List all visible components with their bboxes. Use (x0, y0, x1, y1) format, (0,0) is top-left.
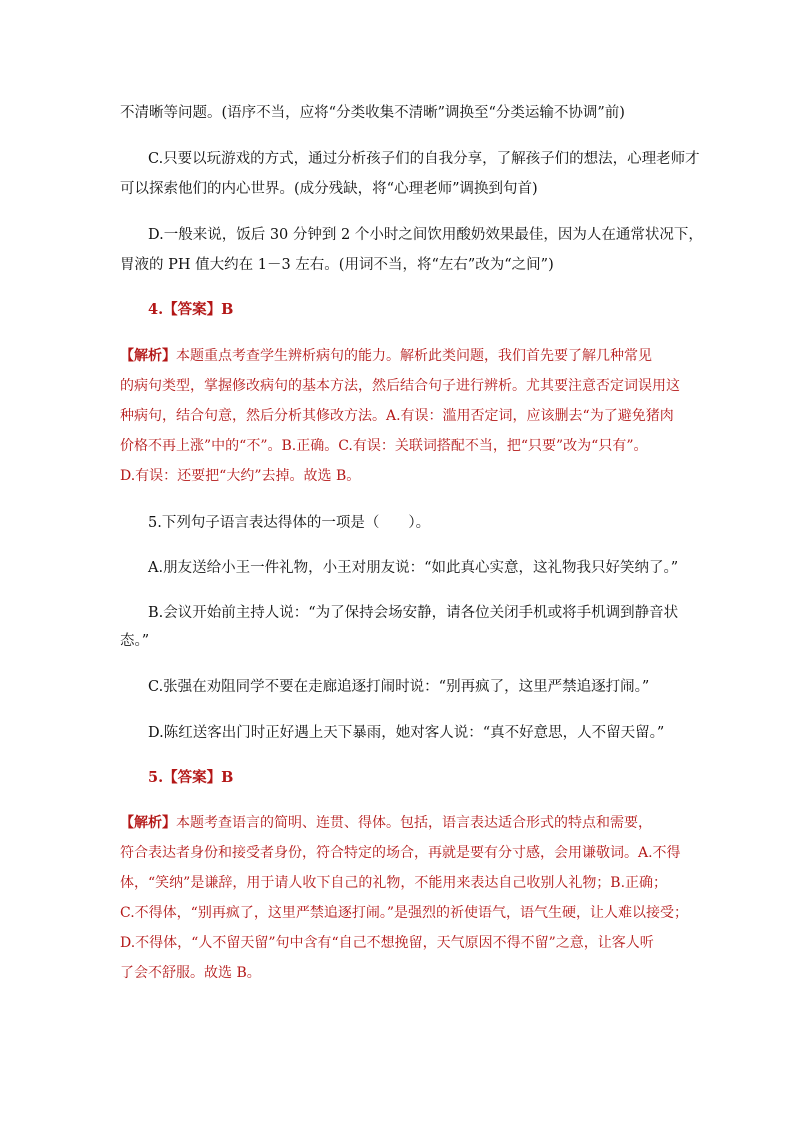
q5-answer: 5.【答案】B (148, 769, 234, 786)
q5-option-a (148, 553, 680, 583)
q4-answer: 4.【答案】B (148, 301, 234, 318)
analysis-line-1 (120, 808, 678, 838)
q3-option-c-cont (120, 174, 680, 204)
text-line: C.只要以玩游戏的方式，通过分析孩子们的自我分享，了解孩子们的想法，心理老师才 (148, 151, 700, 167)
analysis-line: 种病句，结合句意，然后分析其修改方法。A.有误：滥用否定词，应该删去“为了避免猪肉 (120, 408, 674, 424)
analysis-line: 的病句类型，掌握修改病句的基本方法，然后结合句子进行辨析。尤其要注意否定词误用这 (120, 378, 680, 394)
text-line: 可以探索他们的内心世界。(成分残缺，将“心理老师”调换到句首) (120, 181, 538, 197)
q3-option-d (148, 220, 703, 250)
analysis-line: D.不得体，“人不留天留”句中含有“自己不想挽留，天气原因不得不留”之意，让客人听 (120, 935, 654, 951)
q5-option-b-cont (120, 626, 680, 656)
analysis-line: 符合表达者身份和接受者身份，符合特定的场合，再就是要有分寸感，会用谦敬词。A.不得 (120, 845, 681, 861)
text-line: 态。” (120, 633, 150, 649)
q3-option-c (148, 144, 700, 174)
text-line: 不清晰等问题。(语序不当，应将“分类收集不清晰”调换至“分类运输不协调”前) (120, 105, 625, 121)
analysis-line: D.有误：还要把“大约”去掉。故选 B。 (120, 468, 361, 484)
analysis-line: 价格不再上涨”中的“不”。B.正确。C.有误：关联词搭配不当，把“只要”改为“只有”。 (120, 438, 648, 454)
q5-stem (148, 508, 680, 538)
q4-analysis (120, 341, 678, 491)
analysis-line: 了会不舒服。故选 B。 (120, 965, 261, 981)
q5-option-b (148, 598, 680, 628)
text-line: 5.下列句子语言表达得体的一项是（ ）。 (148, 515, 431, 531)
text-line: D.一般来说，饭后 30 分钟到 2 个小时之间饮用酸奶效果最佳，因为人在通常状况下， (148, 227, 703, 243)
analysis-label: 【解析】 (120, 348, 176, 364)
q5-option-d (148, 718, 680, 748)
q5-analysis (120, 808, 688, 988)
text-line: 胃液的 PH 值大约在 1－3 左右。(用词不当，将“左右”改为“之间”) (120, 257, 554, 273)
q3-option-b-tail (120, 98, 680, 128)
q5-option-c (148, 672, 680, 702)
text-line: D.陈红送客出门时正好遇上天下暴雨，她对客人说：“真不好意思，人不留天留。” (148, 725, 665, 741)
analysis-text: 本题重点考查学生辨析病句的能力。解析此类问题，我们首先要了解几种常见 (176, 348, 652, 364)
analysis-text: 本题考查语言的简明、连贯、得体。包括，语言表达适合形式的特点和需要， (176, 815, 652, 831)
q3-option-d-cont (120, 250, 680, 280)
analysis-label: 【解析】 (120, 815, 176, 831)
text-line: C.张强在劝阻同学不要在走廊追逐打闹时说：“别再疯了，这里严禁追逐打闹。” (148, 679, 650, 695)
analysis-line: C.不得体，“别再疯了，这里严禁追逐打闹。”是强烈的祈使语气，语气生硬，让人难以接受； (120, 905, 688, 921)
analysis-line: 体，“笑纳”是谦辞，用于请人收下自己的礼物，不能用来表达自己收别人礼物；B.正确； (120, 875, 668, 891)
text-line: A.朋友送给小王一件礼物，小王对朋友说：“如此真心实意，这礼物我只好笑纳了。” (148, 560, 679, 576)
text-line: B.会议开始前主持人说：“为了保持会场安静，请各位关闭手机或将手机调到静音状 (148, 605, 679, 621)
analysis-line-1 (120, 341, 678, 371)
